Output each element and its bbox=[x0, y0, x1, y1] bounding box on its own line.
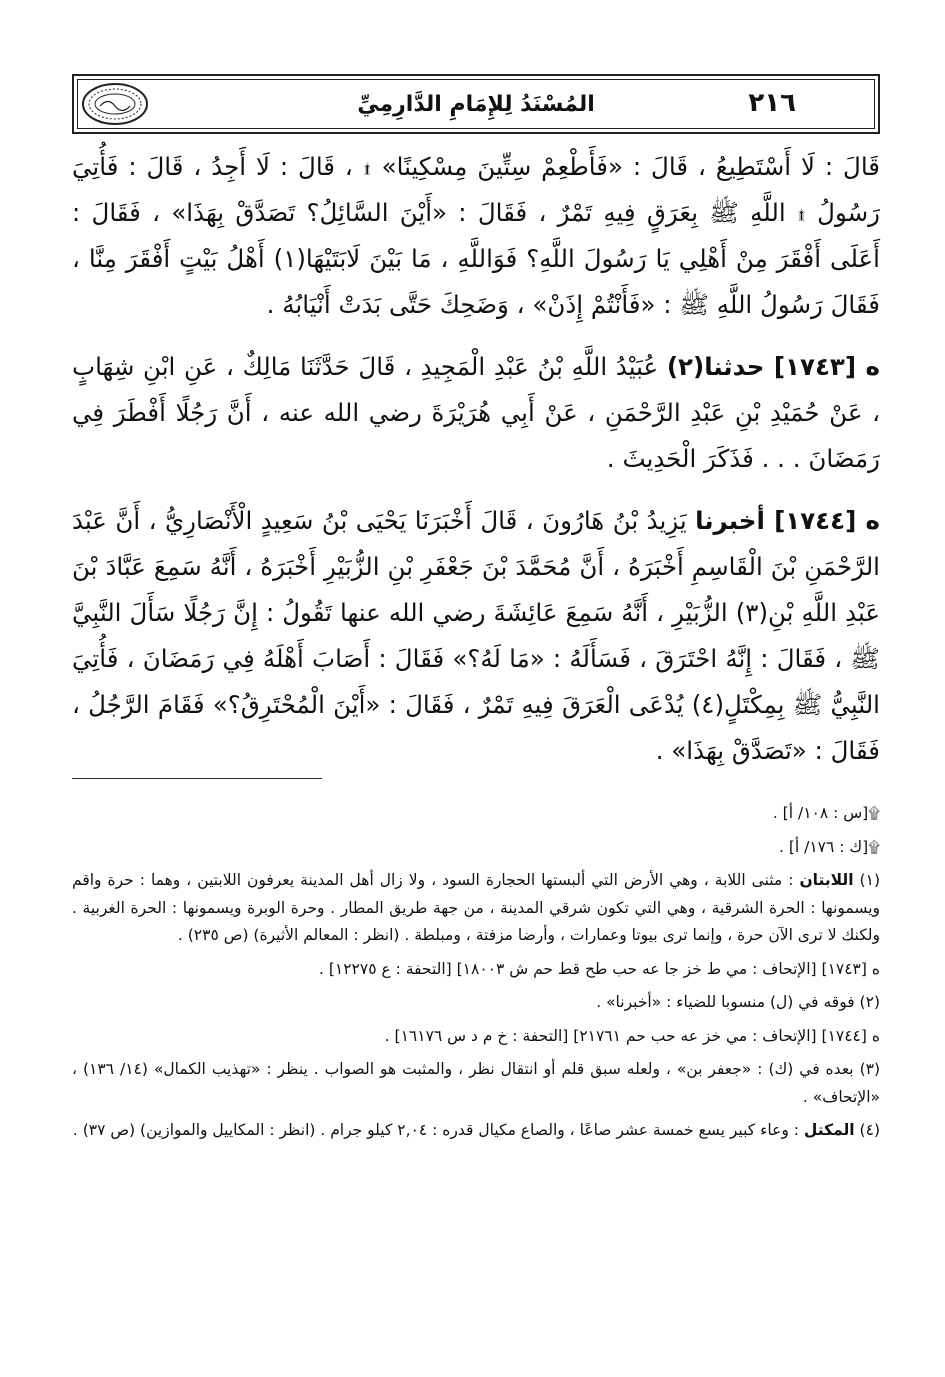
manuscript-ref-2: ۩[ك : ١٧٦/ أ] . bbox=[778, 837, 880, 856]
footnotes bbox=[72, 800, 880, 1151]
hadith-1743-heading: ه [١٧٤٣] حدثنا(٢) bbox=[666, 352, 880, 381]
footnote-1 bbox=[72, 867, 880, 950]
running-header bbox=[72, 74, 880, 134]
main-text bbox=[72, 144, 880, 790]
left-medallion-ornament bbox=[80, 81, 150, 127]
hadith-1744-text: يَزِيدُ بْنُ هَارُونَ ، قَالَ أَخْبَرَنَا يَحْيَى بْنُ سَعِيدٍ الْأَنْصَارِيُّ ، أَنَّ عَبْدَ الرَّحْمَنِ بْنَ الْقَاسِمِ أَخْبَرَهُ ، أَنَّ مُحَمَّدَ بْنَ جَعْفَرِ بْنِ الزُّبَيْرِ أَخْبَرَهُ ، أَنَّهُ سَمِعَ عَبَّادَ بْنَ عَبْدِ اللَّهِ بْنِ(٣) الزُّبَيْرِ ، أَنَّهُ سَمِعَ عَائِشَةَ رضي الله عنها تَقُولُ : إِنَّ رَجُلًا سَأَلَ النَّبِيَّ ﷺ ، فَقَالَ : إِنَّهُ احْتَرَقَ ، فَسَأَلَهُ : «مَا لَهُ؟» فَقَالَ : أَصَابَ أَهْلَهُ فِي رَمَضَانَ ، فَأُتِيَ النَّبِيُّ ﷺ بِمِكْتَلٍ(٤) يُدْعَى الْعَرَقَ فِيهِ تَمْرٌ ، فَقَالَ : «أَيْنَ الْمُحْتَرِقُ؟» فَقَامَ الرَّجُلُ ، فَقَالَ : «تَصَدَّقْ بِهَذَا» . bbox=[72, 506, 880, 765]
footnote-3: (٣) بعده في (ك) : «جعفر بن» ، ولعله سبق قلم أو انتقال نظر ، والمثبت هو الصواب . ينظر : «تهذيب الكمال» (١٤/ ١٣٦) ، «الإتحاف» . bbox=[72, 1060, 881, 1106]
takhrij-1744: ه [١٧٤٤] [الإتحاف : مي خز عه حب حم ٢١٧٦١] [التحفة : خ م د س ١٦١٧٦] . bbox=[384, 1026, 880, 1045]
hadith-1744 bbox=[72, 498, 880, 774]
footnote-1-text: : مثنى اللابة ، وهي الأرض التي ألبستها الحجارة السود ، ولا زال أهل المدينة يعرفون اللابتين ، وهما : حرة واقم ويسمونها : الحرة الشرقية ، وهي التي تكون شرقي المدينة ، من جهة طريق المطار . وحرة الوبرة ويسمونها : الحرة الغربية . ولكنك لا ترى الآن حرة ، وإنما ترى بيوتا وعمارات ، وأرضا مزفتة ، ومبلطة . (انظر : المعالم الأثيرة) (ص ٢٣٥) . bbox=[72, 871, 880, 944]
footnote-1-term: اللابتان bbox=[799, 871, 854, 889]
hadith-1744-heading: ه [١٧٤٤] أخبرنا bbox=[695, 506, 880, 535]
footnote-4-text: : وعاء كبير يسع خمسة عشر صاعًا ، والصاع مكيال قدره : ٢,٠٤ كيلو جرام . (انظر : المكاييل والموازين) (ص ٣٧) . bbox=[72, 1121, 799, 1139]
manuscript-ref-1: ۩[س : ١٠٨/ أ] . bbox=[772, 804, 880, 822]
ornament-icon bbox=[80, 81, 150, 127]
takhrij-1743: ه [١٧٤٣] [الإتحاف : مي ط خز جا عه حب طح قط حم ش ١٨٠٠٣] [التحفة : ع ١٢٢٧٥] . bbox=[318, 959, 880, 978]
footnote-1-marker: (١) bbox=[859, 871, 880, 889]
footnote-divider bbox=[72, 778, 322, 779]
footnote-4 bbox=[72, 1117, 880, 1145]
page-number: ٢١٦ bbox=[748, 88, 796, 118]
footnote-4-term: المكتل bbox=[803, 1121, 855, 1139]
footnote-4-marker: (٤) bbox=[859, 1121, 880, 1139]
footnote-2: (٢) فوقه في (ل) منسوبا للضياء : «أخبرنا» . bbox=[596, 993, 880, 1011]
hadith-1743 bbox=[72, 344, 880, 482]
paragraph-continuation: قَالَ : لَا أَسْتَطِيعُ ، قَالَ : «فَأَطْعِمْ سِتِّينَ مِسْكِينًا» ۩ ، قَالَ : لَا أَجِدُ ، قَالَ : فَأُتِيَ رَسُولُ ۩ اللَّهِ ﷺ بِعَرَقٍ فِيهِ تَمْرٌ ، فَقَالَ : «أَيْنَ السَّائِلُ؟ تَصَدَّقْ بِهَذَا» ، فَقَالَ : أَعَلَى أَفْقَرَ مِنْ أَهْلِي يَا رَسُولَ اللَّهِ؟ فَوَاللَّهِ ، مَا بَيْنَ لَابَتَيْهَا(١) أَهْلُ بَيْتٍ أَفْقَرَ مِنَّا ، فَقَالَ رَسُولُ اللَّهِ ﷺ : «فَأَنْتُمْ إِذَنْ» ، وَضَحِكَ حَتَّى بَدَتْ أَنْيَابُهُ . bbox=[72, 152, 880, 319]
book-title: المُسْنَدُ لِلإِمَامِ الدَّارِمِيِّ bbox=[357, 91, 595, 117]
hadith-1743-text: عُبَيْدُ اللَّهِ بْنُ عَبْدِ الْمَجِيدِ ، قَالَ حَدَّثَنَا مَالِكٌ ، عَنِ ابْنِ شِهَابٍ ، عَنْ حُمَيْدِ بْنِ عَبْدِ الرَّحْمَنِ ، عَنْ أَبِي هُرَيْرَةَ رضي الله عنه ، أَنَّ رَجُلًا أَفْطَرَ فِي رَمَضَانَ . . . فَذَكَرَ الْحَدِيثَ . bbox=[72, 352, 880, 473]
